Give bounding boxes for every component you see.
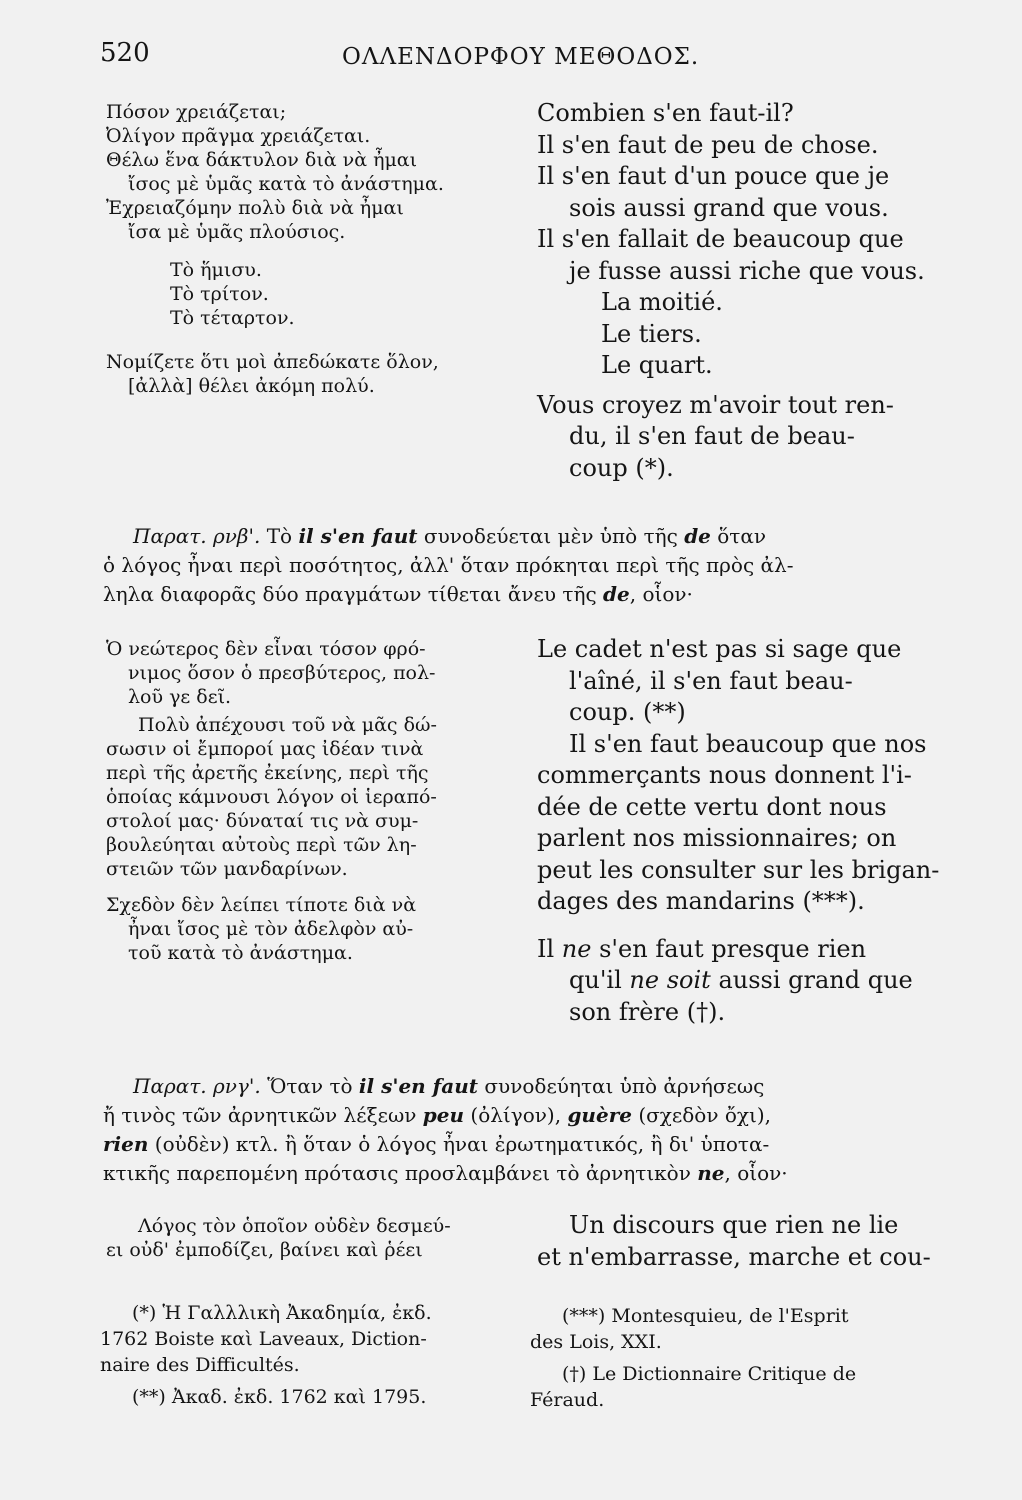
greek-line: ὁποίας κάμνουσι λόγον οἱ ἱεραπό-: [106, 786, 437, 808]
french-line: parlent nos missionnaires; on: [537, 824, 897, 852]
greek-line: [ἀλλὰ] θέλει ἀκόμη πολύ.: [128, 375, 375, 397]
french-line: Combien s'en faut-il?: [537, 99, 794, 127]
footnote: 1762 Boiste καὶ Laveaux, Diction-: [100, 1328, 427, 1350]
french-line: sois aussi grand que vous.: [569, 193, 889, 222]
greek-line: Πολὺ ἀπέχουσι τοῦ νὰ μᾶς δώ-: [138, 714, 437, 736]
greek-line: Τὸ ἥμισυ.: [170, 259, 262, 281]
french-line: Il s'en faut d'un pouce que je: [537, 162, 890, 190]
greek-line: λοῦ γε δεῖ.: [128, 686, 232, 708]
greek-line: σωσιν οἱ ἔμποροί μας ἰδέαν τινὰ: [106, 738, 424, 760]
french-line: Il s'en fallait de beaucoup que: [537, 225, 904, 253]
greek-line: Ὁ νεώτερος δὲν εἶναι τόσον φρό-: [106, 638, 426, 660]
french-line: Le quart.: [601, 351, 713, 379]
french-line: Un discours que rien ne lie: [569, 1211, 899, 1239]
french-phrase: il s'en faut: [358, 1074, 479, 1098]
french-line: son frère (†).: [569, 997, 726, 1026]
greek-line: νιμος ὅσον ὁ πρεσβύτερος, πολ-: [128, 662, 436, 684]
french-column-3: [537, 1210, 967, 1273]
greek-column-1: [106, 100, 516, 398]
greek-column-3: [106, 1214, 516, 1262]
french-line: dages des mandarins (***).: [537, 887, 865, 915]
greek-line: Ὀλίγον πρᾶγμα χρειάζεται.: [106, 125, 371, 147]
french-line: Le cadet n'est pas si sage que: [537, 635, 902, 663]
french-line: Il s'en faut de peu de chose.: [537, 130, 879, 159]
french-line: je fusse aussi riche que vous.: [569, 256, 925, 285]
remark-label: Παρατ. ρνβ'.: [133, 524, 261, 548]
footnote: (***) Montesquieu, de l'Esprit: [562, 1305, 849, 1327]
greek-line: Ἐχρειαζόμην πολὺ διὰ νὰ ἦμαι: [106, 197, 404, 219]
greek-line: ἴσος μὲ ὑμᾶς κατὰ τὸ ἀνάστημα.: [128, 173, 444, 195]
remark-label: Παρατ. ρνγ'.: [133, 1074, 261, 1098]
greek-line: Σχεδὸν δὲν λείπει τίποτε διὰ νὰ: [106, 894, 417, 916]
french-line: coup (*).: [569, 453, 674, 482]
greek-line: βουλεύηται αὐτοὺς περὶ τῶν λη-: [106, 834, 417, 856]
greek-line: Τὸ τέταρτον.: [170, 307, 295, 329]
greek-line: ἴσα μὲ ὑμᾶς πλούσιος.: [128, 221, 346, 243]
greek-line: Πόσον χρειάζεται;: [106, 101, 287, 123]
french-line: peut les consulter sur les brigan-: [537, 855, 940, 884]
greek-line: Νομίζετε ὅτι μοὶ ἀπεδώκατε ὅλον,: [106, 351, 439, 373]
french-column-1: [537, 98, 967, 484]
french-line: dée de cette vertu dont nous: [537, 792, 887, 821]
french-line: qu'il ne soit aussi grand que: [569, 966, 913, 994]
greek-line: περὶ τῆς ἀρετῆς ἐκείνης, περὶ τῆς: [106, 762, 429, 784]
greek-line: Θέλω ἕνα δάκτυλον διὰ νὰ ἦμαι: [106, 149, 418, 171]
footnotes-right: [530, 1303, 970, 1413]
greek-column-2: [106, 637, 516, 965]
french-line: du, il s'en faut de beau-: [569, 422, 855, 450]
footnote: (*) Ἡ Γαλλλικὴ Ἀκαδημία, ἐκδ.: [132, 1302, 432, 1324]
french-line: l'aîné, il s'en faut beau-: [569, 666, 853, 695]
french-line: coup. (**): [569, 698, 686, 726]
french-phrase: il s'en faut: [298, 524, 418, 548]
french-column-2: [537, 634, 967, 1028]
greek-line: τοῦ κατὰ τὸ ἀνάστημα.: [128, 942, 353, 964]
french-line: commerçants nous donnent l'i-: [537, 761, 912, 789]
footnote: des Lois, XXI.: [530, 1331, 662, 1353]
footnotes-left: [100, 1300, 510, 1410]
remark-152: Παρατ. ρνβ'. Τὸ il s'en faut συνοδεύεται μὲν ὑπὸ τῆς de ὅταν ὁ λόγος ἦναι περὶ ποσότητος, ἀλλ' ὅταν πρόκηται περὶ τῆς πρὸς ἀλ- ληλα διαφορᾶς δύο πραγμάτων τίθεται ἄνευ τῆς de, οἷον·: [103, 524, 794, 606]
french-line: Il ne s'en faut presque rien: [537, 934, 867, 963]
greek-line: Τὸ τρίτον.: [170, 283, 269, 305]
french-line: Il s'en faut beaucoup que nos: [569, 729, 927, 758]
greek-line: ει οὐδ' ἐμποδίζει, βαίνει καὶ ῥέει: [106, 1239, 423, 1261]
page-number: 520: [100, 38, 150, 68]
greek-line: στειῶν τῶν μανδαρίνων.: [106, 858, 348, 880]
remark-153: Παρατ. ρνγ'. Ὅταν τὸ il s'en faut συνοδεύηται ὑπὸ ἀρνήσεως ἤ τινὸς τῶν ἀρνητικῶν λέξεων peu (ὀλίγον), guère (σχεδὸν ὄχι), rien (οὐδὲν) κτλ. ἢ ὅταν ὁ λόγος ἦναι ἐρωτηματικός, ἢ δι' ὑποτα- κτικῆς παρεπομένη πρότασις προσλαμβάνει τὸ ἀρνητικὸν ne, οἷον·: [103, 1074, 788, 1185]
footnote: (**) Ἀκαδ. ἐκδ. 1762 καὶ 1795.: [132, 1386, 427, 1408]
greek-line: ἦναι ἴσος μὲ τὸν ἀδελφὸν αὐ-: [128, 918, 414, 940]
footnote: Féraud.: [530, 1389, 605, 1411]
footnote: naire des Difficultés.: [100, 1354, 300, 1376]
french-line: Vous croyez m'avoir tout ren-: [537, 390, 894, 419]
footnote: (†) Le Dictionnaire Critique de: [562, 1363, 857, 1385]
greek-line: Λόγος τὸν ὁποῖον οὐδὲν δεσμεύ-: [138, 1215, 451, 1237]
greek-line: στολοί μας· δύναταί τις νὰ συμ-: [106, 810, 419, 832]
french-line: Le tiers.: [601, 319, 702, 348]
french-line: La moitié.: [601, 288, 723, 316]
running-head: ΟΛΛΕΝΔΟΡΦΟΥ ΜΕΘΟΔΟΣ.: [342, 44, 700, 70]
french-line: et n'embarrasse, marche et cou-: [537, 1242, 931, 1271]
